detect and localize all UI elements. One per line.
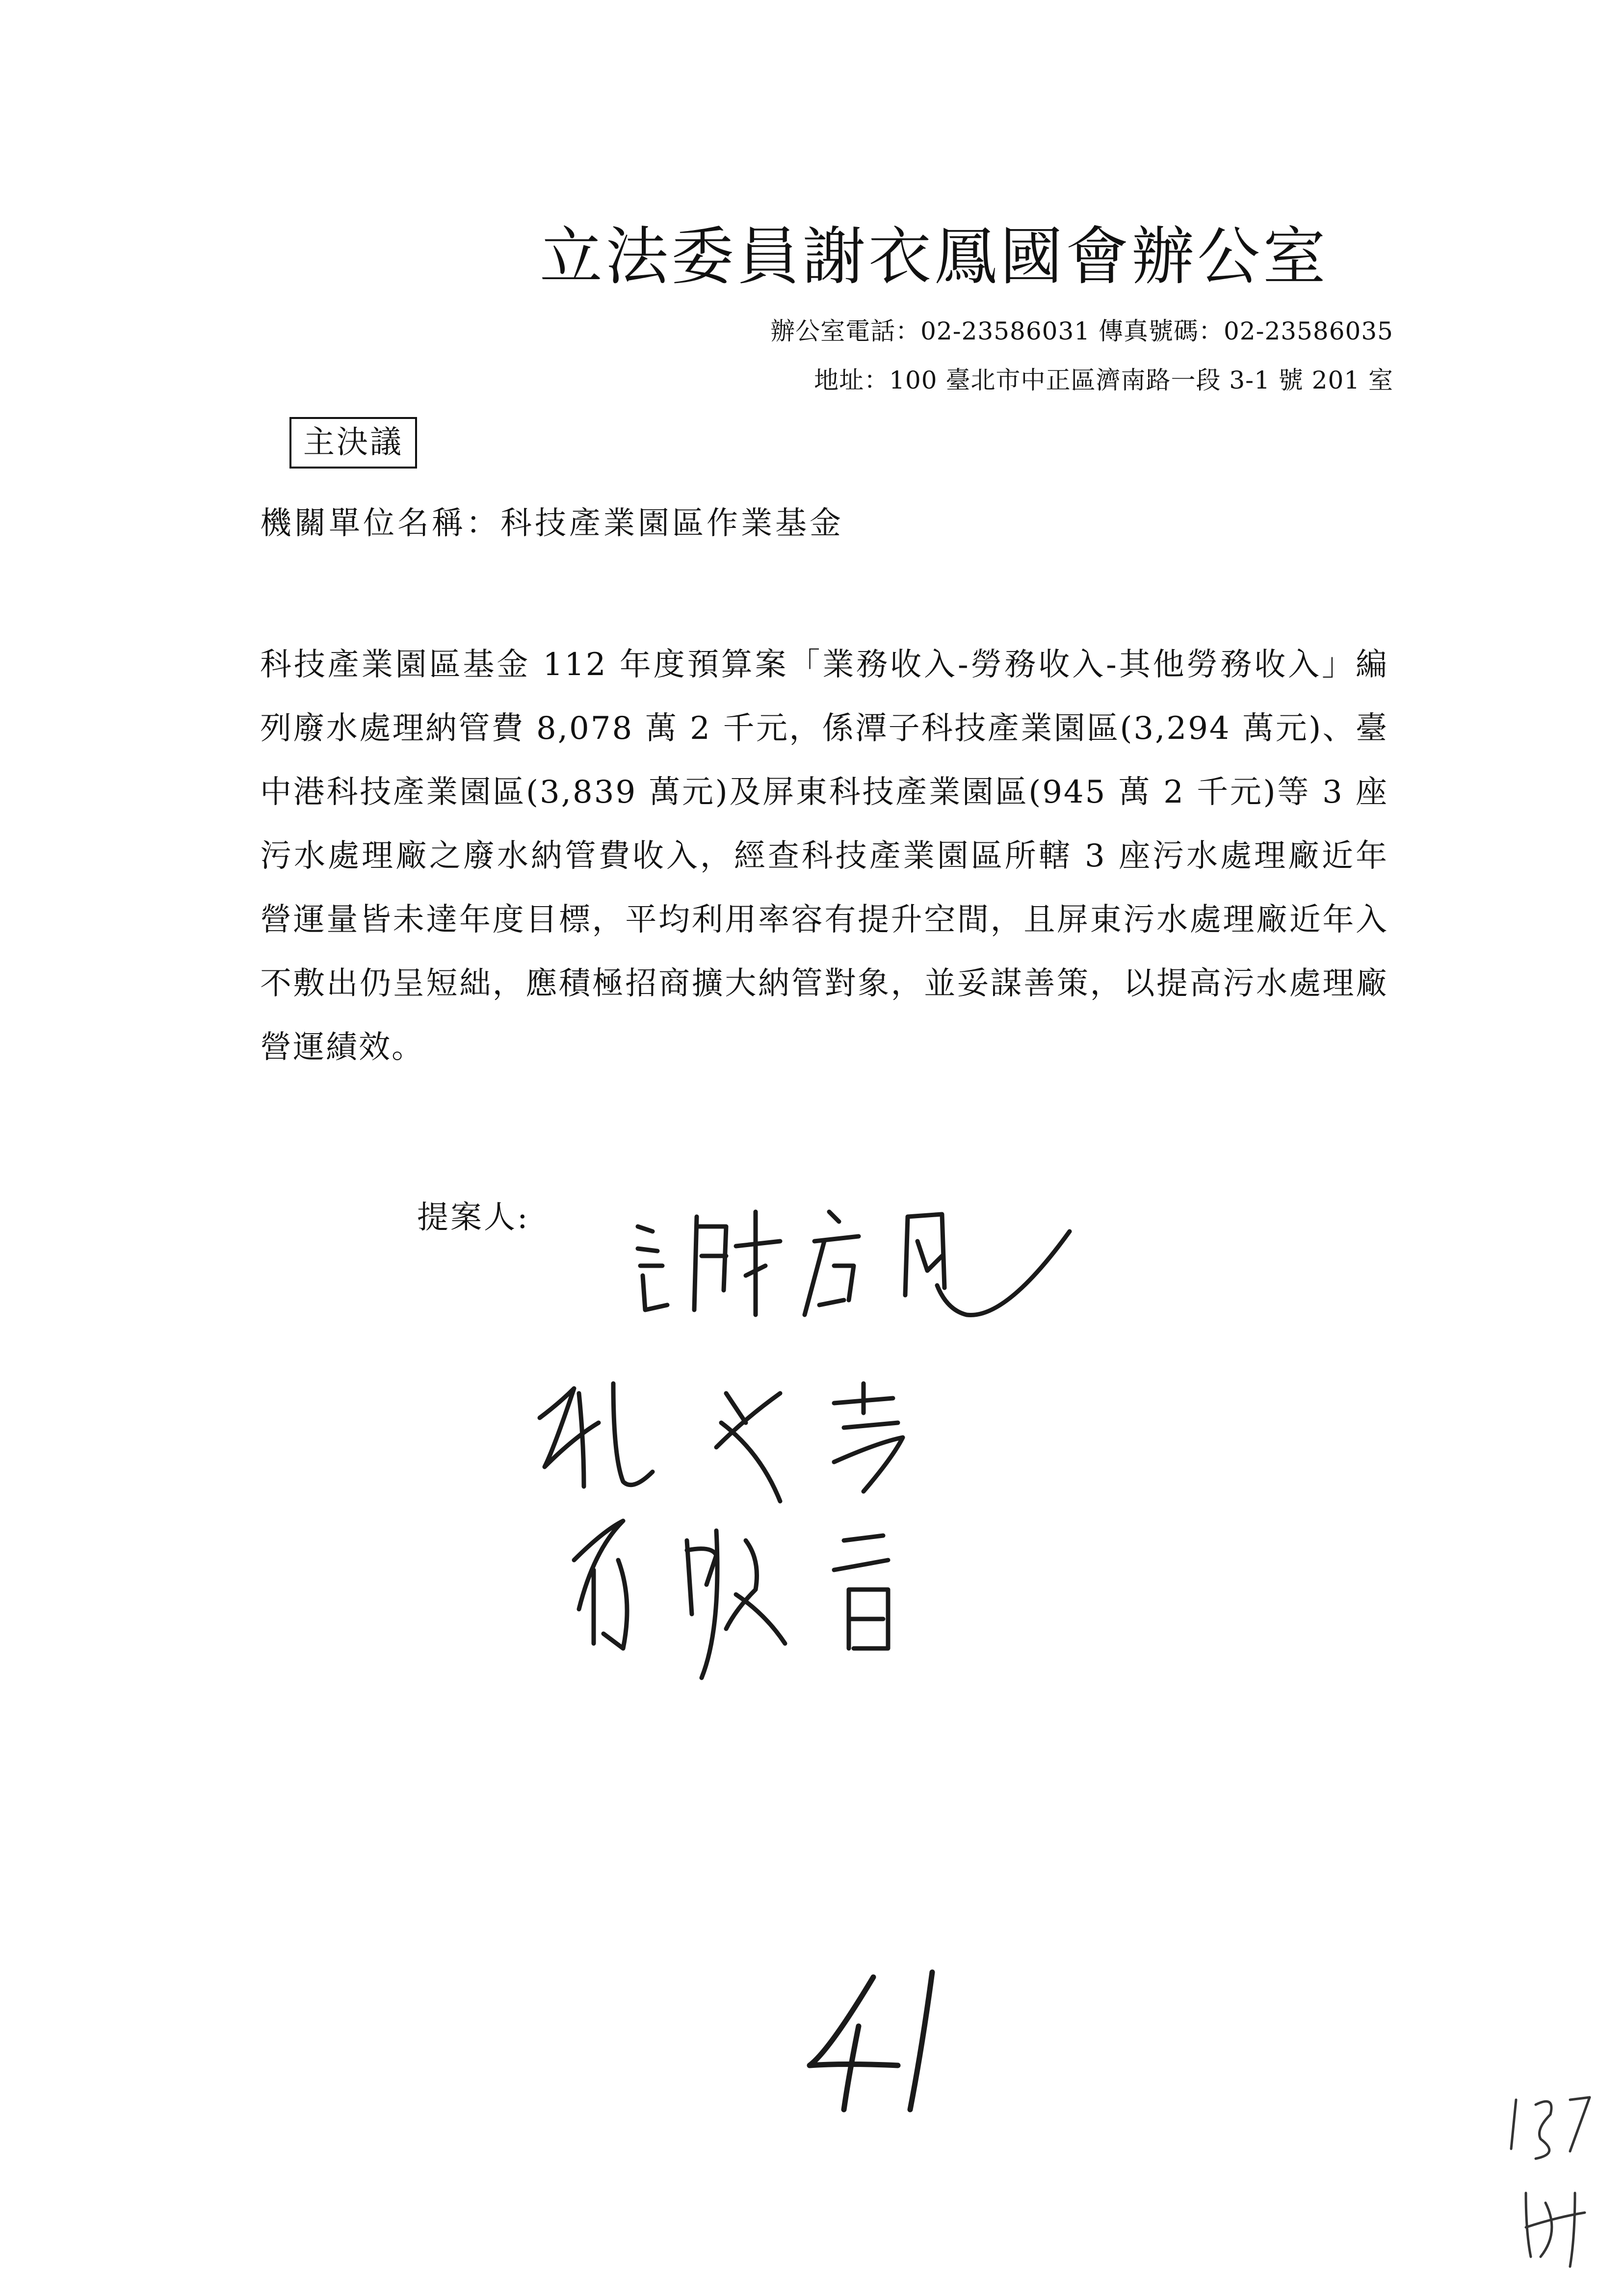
resolution-body: 科技產業園區基金 112 年度預算案「業務收入-勞務收入-其他勞務收入」編列廢水處理納管費 8,078 萬 2 千元，係潭子科技產業園區(3,294 萬元)、臺中港科技產業園區(3,839 萬元)及屏東科技產業園區(945 萬 2 千元)等 3 座污水處理廠之廢水納管費收入，經查科技產業園區所轄 3 座污水處理廠近年營運量皆未達年度目標，平均利用率容有提升空間，且屏東污水處理廠近年入不敷出仍呈短絀，應積極招商擴大納管對象，並妥謀善策，以提高污水處理廠營運績效。 bbox=[260, 647, 1388, 1066]
address-line: 地址：100 臺北市中正區濟南路一段 3-1 號 201 室 bbox=[814, 366, 1393, 394]
handwritten-signatures bbox=[491, 1128, 1128, 1693]
margin-notes bbox=[1496, 2080, 1609, 2276]
signature-3 bbox=[574, 1521, 888, 1678]
agency-name-line: 機關單位名稱：科技產業園區作業基金 bbox=[260, 505, 844, 542]
proposer-label: 提案人: bbox=[417, 1200, 530, 1236]
phone-fax-line: 辦公室電話：02-23586031 傳真號碼：02-23586035 bbox=[770, 317, 1393, 345]
signature-1 bbox=[638, 1212, 1070, 1315]
office-title: 立法委員謝衣鳳國會辦公室 bbox=[540, 220, 1329, 293]
page-number-handwritten bbox=[785, 1962, 981, 2119]
decision-type-box: 主決議 bbox=[289, 417, 417, 469]
signature-2 bbox=[540, 1383, 903, 1501]
